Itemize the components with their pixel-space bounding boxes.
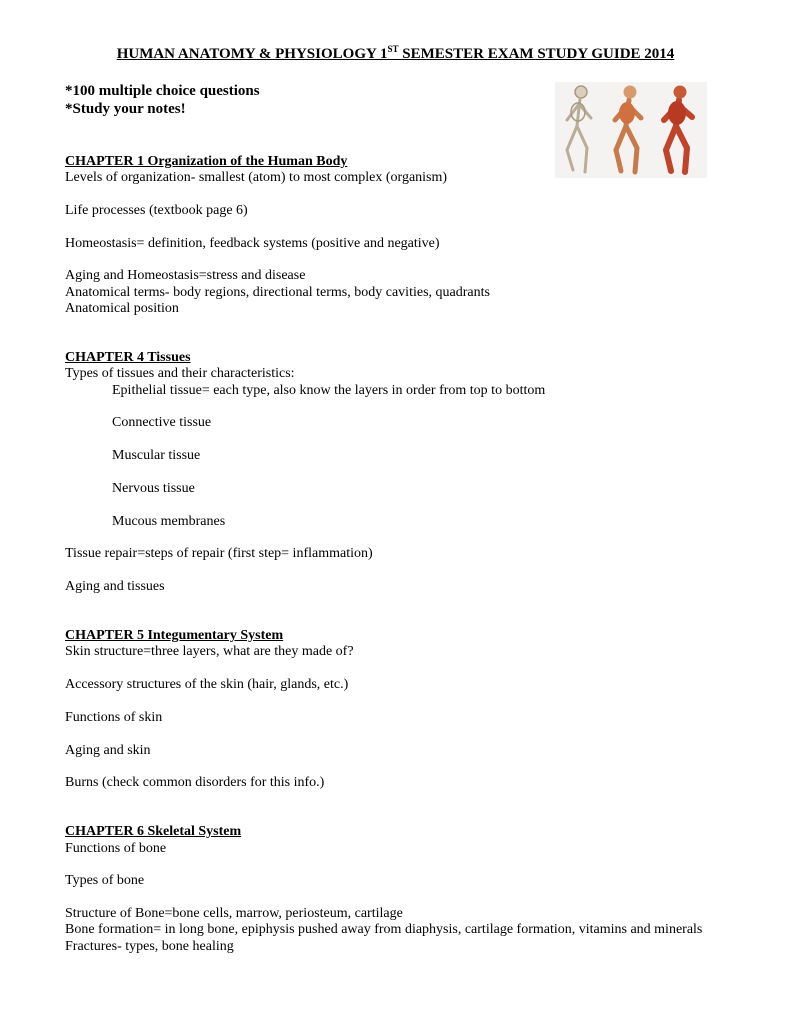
chapter-4-heading: CHAPTER 4 Tissues (65, 350, 191, 365)
study-subitem: Epithelial tissue= each type, also know the layers in order from top to bottom (112, 383, 546, 398)
study-item: Anatomical terms- body regions, directional terms, body cavities, quadrants (65, 285, 490, 300)
study-item: Skin structure=three layers, what are they made of? (65, 644, 354, 659)
chapter-1-heading: CHAPTER 1 Organization of the Human Body (65, 154, 348, 169)
exam-note-study: *Study your notes! (65, 101, 186, 117)
study-item: Tissue repair=steps of repair (first step= inflammation) (65, 546, 373, 561)
study-subitem: Nervous tissue (112, 481, 195, 496)
study-item: Types of bone (65, 873, 145, 888)
study-item: Burns (check common disorders for this info.) (65, 775, 325, 790)
study-item: Aging and Homeostasis=stress and disease (65, 268, 306, 283)
study-item: Structure of Bone=bone cells, marrow, periosteum, cartilage (65, 906, 403, 921)
study-item: Functions of bone (65, 841, 167, 856)
page-title: HUMAN ANATOMY & PHYSIOLOGY 1ST SEMESTER EXAM STUDY GUIDE 2014 (116, 44, 675, 62)
study-item: Functions of skin (65, 710, 163, 725)
chapter-6-heading: CHAPTER 6 Skeletal System (65, 824, 242, 839)
chapter-5-heading: CHAPTER 5 Integumentary System (65, 628, 284, 643)
study-subitem: Mucous membranes (112, 514, 226, 529)
study-item: Levels of organization- smallest (atom) to most complex (organism) (65, 170, 448, 185)
study-item: Accessory structures of the skin (hair, glands, etc.) (65, 677, 349, 692)
study-item: Bone formation= in long bone, epiphysis pushed away from diaphysis, cartilage formation, vitamins and minerals (65, 922, 703, 937)
study-item: Aging and skin (65, 743, 151, 758)
exam-note-questions: *100 multiple choice questions (65, 83, 260, 99)
study-item: Life processes (textbook page 6) (65, 203, 248, 218)
study-item: Homeostasis= definition, feedback systems (positive and negative) (65, 236, 440, 251)
study-item: Fractures- types, bone healing (65, 939, 234, 954)
study-subitem: Connective tissue (112, 415, 212, 430)
study-item: Anatomical position (65, 301, 179, 316)
anatomy-runners-icon (555, 82, 707, 178)
study-item: Aging and tissues (65, 579, 165, 594)
study-item: Types of tissues and their characteristics: (65, 366, 295, 381)
study-subitem: Muscular tissue (112, 448, 201, 463)
